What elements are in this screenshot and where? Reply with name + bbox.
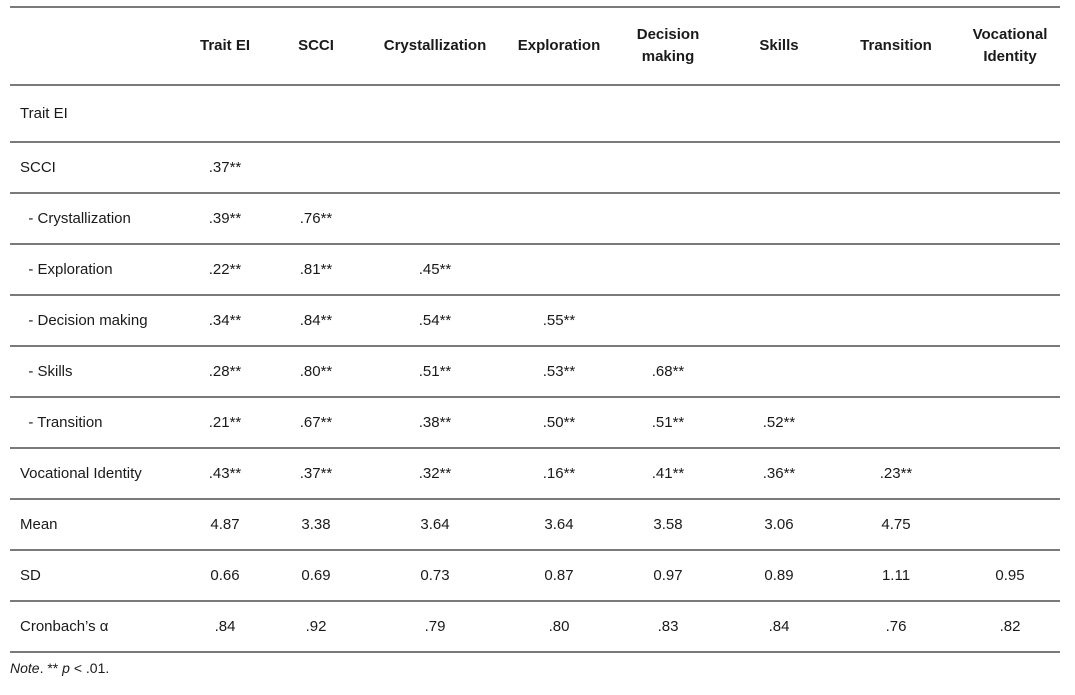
row-label: SCCI [10, 142, 180, 193]
table-cell: .82 [960, 601, 1060, 652]
table-cell [508, 85, 610, 142]
table-cell: 3.58 [610, 499, 726, 550]
table-row [10, 244, 1060, 295]
table-cell: 3.64 [362, 499, 508, 550]
row-label: - Transition [10, 397, 180, 448]
table-row [10, 448, 1060, 499]
table-cell: .43** [180, 448, 270, 499]
column-header: SCCI [270, 7, 362, 85]
note-text: . ** [39, 660, 63, 676]
table-cell [610, 142, 726, 193]
table-cell [362, 142, 508, 193]
column-header: Crystallization [362, 7, 508, 85]
table-cell: .41** [610, 448, 726, 499]
table-cell: .36** [726, 448, 832, 499]
table-cell [726, 85, 832, 142]
row-label: Trait EI [10, 85, 180, 142]
table-cell [832, 295, 960, 346]
table-row [10, 397, 1060, 448]
table-cell: .84 [180, 601, 270, 652]
row-label: - Crystallization [10, 193, 180, 244]
correlation-table [10, 6, 1060, 653]
table-cell: 0.89 [726, 550, 832, 601]
table-cell [960, 397, 1060, 448]
table-cell: 4.75 [832, 499, 960, 550]
table-cell [960, 499, 1060, 550]
table-cell: .55** [508, 295, 610, 346]
row-label: SD [10, 550, 180, 601]
table-cell: .80** [270, 346, 362, 397]
table-cell: .79 [362, 601, 508, 652]
table-cell: .52** [726, 397, 832, 448]
table-cell [832, 142, 960, 193]
note-p: p [62, 660, 70, 676]
table-cell [270, 85, 362, 142]
table-cell [508, 142, 610, 193]
column-header: Decision making [610, 7, 726, 85]
table-cell [726, 193, 832, 244]
table-cell [270, 142, 362, 193]
table-cell [610, 85, 726, 142]
row-label: Mean [10, 499, 180, 550]
table-cell [610, 244, 726, 295]
row-label: - Exploration [10, 244, 180, 295]
table-cell [832, 244, 960, 295]
column-header [10, 7, 180, 85]
table-cell: .50** [508, 397, 610, 448]
table-cell [362, 85, 508, 142]
table-cell: 0.87 [508, 550, 610, 601]
table-cell [610, 193, 726, 244]
table-row [10, 193, 1060, 244]
table-cell: .81** [270, 244, 362, 295]
row-label: - Decision making [10, 295, 180, 346]
table-cell: .28** [180, 346, 270, 397]
table-cell: .16** [508, 448, 610, 499]
header-row [10, 7, 1060, 85]
table-cell: 3.64 [508, 499, 610, 550]
table-cell: .22** [180, 244, 270, 295]
table-cell [832, 193, 960, 244]
table-row [10, 499, 1060, 550]
table-cell [960, 448, 1060, 499]
column-header: Exploration [508, 7, 610, 85]
table-cell: 0.66 [180, 550, 270, 601]
table-cell [362, 193, 508, 244]
table-cell [180, 85, 270, 142]
table-cell [508, 193, 610, 244]
table-cell: .80 [508, 601, 610, 652]
row-label: Vocational Identity [10, 448, 180, 499]
table-cell: .76** [270, 193, 362, 244]
table-cell [508, 244, 610, 295]
table-cell [726, 295, 832, 346]
table-cell: .21** [180, 397, 270, 448]
table-row [10, 85, 1060, 142]
table-cell [726, 142, 832, 193]
table-cell [960, 295, 1060, 346]
table-cell [726, 346, 832, 397]
table-cell: .51** [610, 397, 726, 448]
note-rest: < .01. [69, 660, 110, 676]
table-cell: 3.38 [270, 499, 362, 550]
table-cell [832, 346, 960, 397]
table-cell: 4.87 [180, 499, 270, 550]
table-cell: .37** [180, 142, 270, 193]
column-header: Transition [832, 7, 960, 85]
table-cell [832, 85, 960, 142]
table-cell: .92 [270, 601, 362, 652]
table-cell: .39** [180, 193, 270, 244]
table-cell: .68** [610, 346, 726, 397]
table-cell [960, 244, 1060, 295]
table-row [10, 295, 1060, 346]
table-cell: .76 [832, 601, 960, 652]
column-header: Vocational Identity [960, 7, 1060, 85]
table-cell [960, 193, 1060, 244]
table-cell: .67** [270, 397, 362, 448]
table-cell [832, 397, 960, 448]
table-cell: .51** [362, 346, 508, 397]
table-cell: .23** [832, 448, 960, 499]
table-cell: 1.11 [832, 550, 960, 601]
table-cell: 0.95 [960, 550, 1060, 601]
note-label: Note [10, 660, 40, 676]
table-cell [610, 295, 726, 346]
table-cell: 3.06 [726, 499, 832, 550]
table-cell: .45** [362, 244, 508, 295]
table-cell [960, 85, 1060, 142]
row-label: Cronbach’s α [10, 601, 180, 652]
column-header: Skills [726, 7, 832, 85]
table-row [10, 601, 1060, 652]
table-note [10, 660, 109, 676]
table-cell: .34** [180, 295, 270, 346]
table-row [10, 346, 1060, 397]
table-cell: .37** [270, 448, 362, 499]
column-header: Trait EI [180, 7, 270, 85]
table-row [10, 142, 1060, 193]
row-label: - Skills [10, 346, 180, 397]
table-cell: 0.73 [362, 550, 508, 601]
table-cell [960, 346, 1060, 397]
table-cell: .32** [362, 448, 508, 499]
table-cell: .38** [362, 397, 508, 448]
table-row [10, 550, 1060, 601]
table-cell: .84** [270, 295, 362, 346]
table-cell [960, 142, 1060, 193]
table-cell: .83 [610, 601, 726, 652]
table-cell: .53** [508, 346, 610, 397]
table-cell: 0.69 [270, 550, 362, 601]
table-cell: .84 [726, 601, 832, 652]
table-cell: .54** [362, 295, 508, 346]
table-cell [726, 244, 832, 295]
table-cell: 0.97 [610, 550, 726, 601]
